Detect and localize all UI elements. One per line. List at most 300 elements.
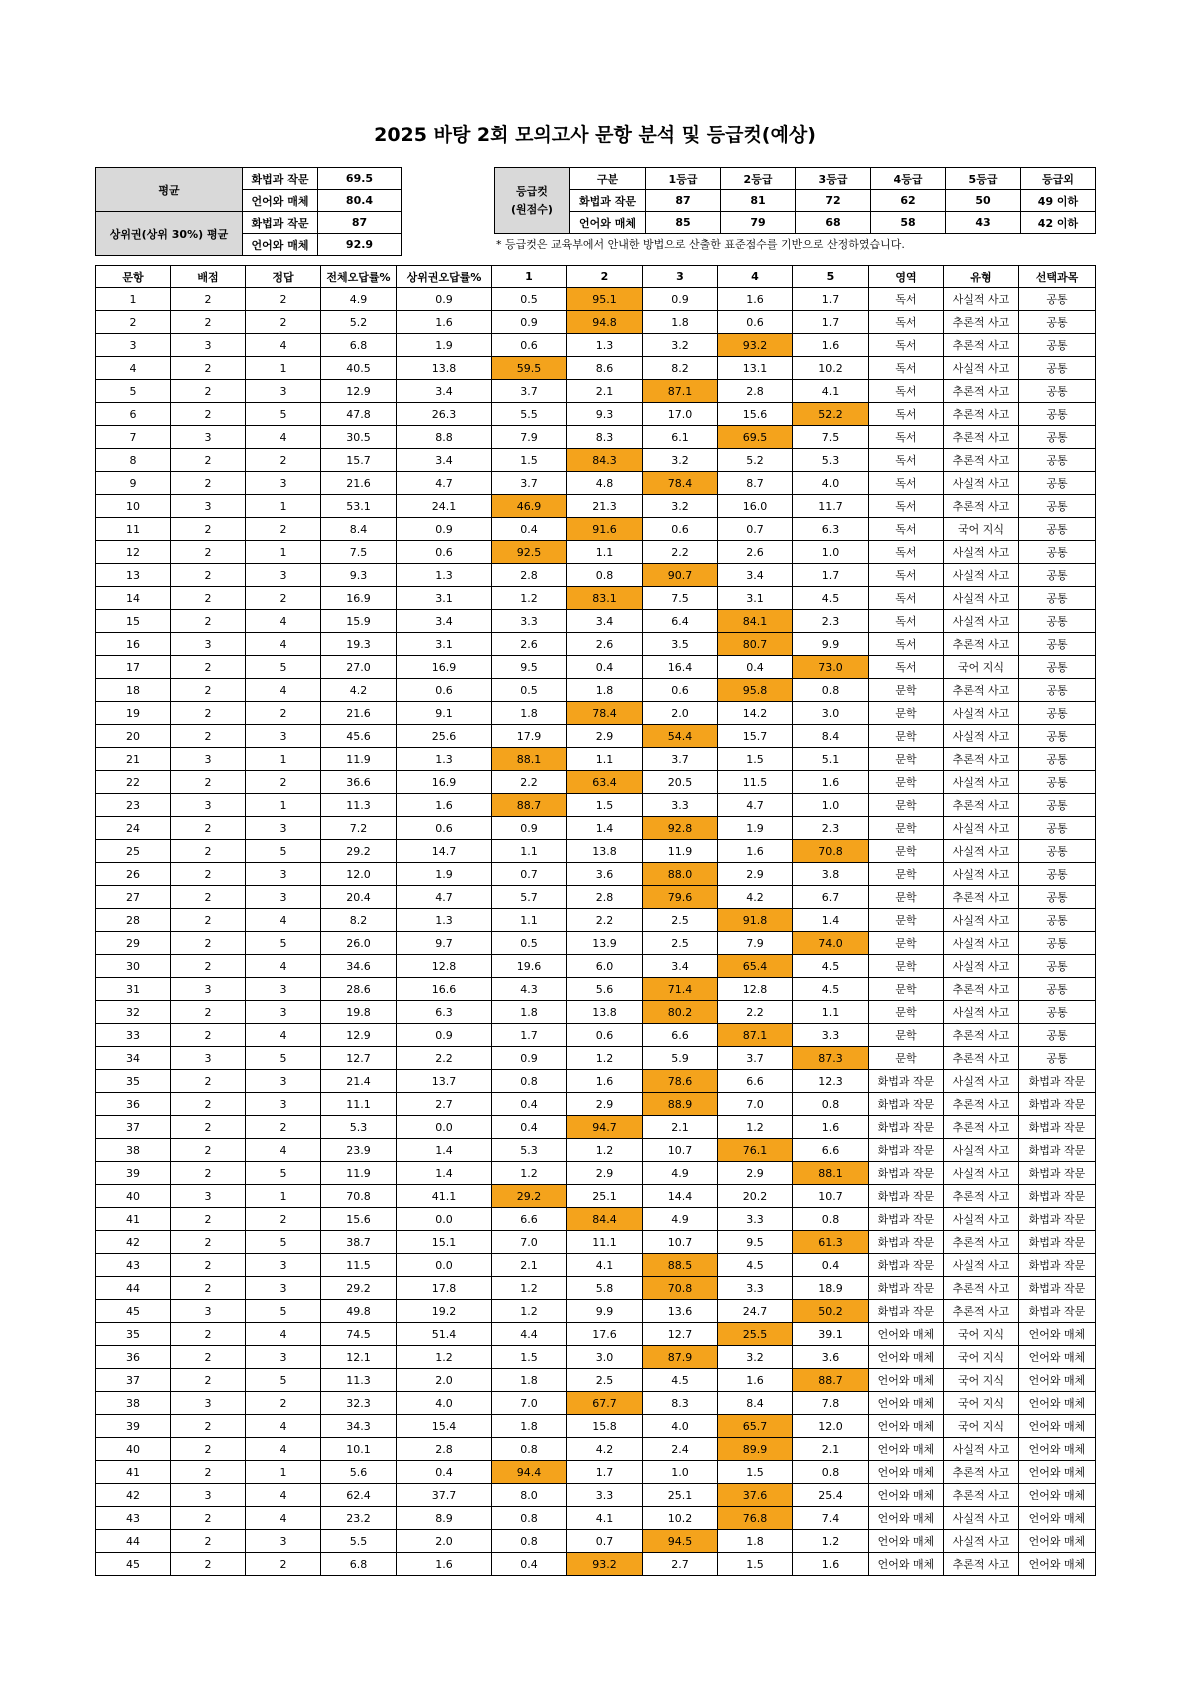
choice-5-rate-cell: 18.9 xyxy=(793,1277,869,1300)
choice-3-rate-cell: 17.0 xyxy=(643,403,718,426)
area-cell: 화법과 작문 xyxy=(869,1116,944,1139)
choice-5-rate-cell: 1.6 xyxy=(793,771,869,794)
area-cell: 언어와 매체 xyxy=(869,1392,944,1415)
top-error-rate-cell: 0.9 xyxy=(397,1024,492,1047)
points-cell: 2 xyxy=(171,909,246,932)
choice-5-rate-cell: 6.6 xyxy=(793,1139,869,1162)
top-error-rate-cell: 16.9 xyxy=(397,771,492,794)
choice-4-rate-cell: 1.9 xyxy=(718,817,793,840)
choice-5-rate-cell: 1.0 xyxy=(793,794,869,817)
top-error-rate-cell: 24.1 xyxy=(397,495,492,518)
choice-3-rate-cell: 5.9 xyxy=(643,1047,718,1070)
choice-1-rate-cell: 19.6 xyxy=(492,955,567,978)
choice-4-rate-cell: 5.2 xyxy=(718,449,793,472)
table-body xyxy=(96,288,1096,1576)
choice-4-rate-cell: 2.9 xyxy=(718,1162,793,1185)
choice-2-rate-cell: 4.2 xyxy=(567,1438,643,1461)
grade-cut-label: 등급컷 (원점수) xyxy=(495,168,570,234)
question-number-cell: 45 xyxy=(96,1553,171,1576)
overall-error-rate-cell: 36.6 xyxy=(321,771,397,794)
choice-3-rate-cell: 14.4 xyxy=(643,1185,718,1208)
top-error-rate-cell: 1.3 xyxy=(397,748,492,771)
overall-error-rate-cell: 11.5 xyxy=(321,1254,397,1277)
area-cell: 독서 xyxy=(869,633,944,656)
choice-5-rate-cell: 4.5 xyxy=(793,587,869,610)
overall-error-rate-cell: 21.6 xyxy=(321,472,397,495)
grade-cut-cell: 42 이하 xyxy=(1021,212,1096,234)
elective-cell: 공통 xyxy=(1019,748,1096,771)
question-number-cell: 37 xyxy=(96,1369,171,1392)
column-header: 선택과목 xyxy=(1019,266,1096,288)
type-cell: 사실적 사고 xyxy=(944,587,1019,610)
elective-cell: 공통 xyxy=(1019,587,1096,610)
top-error-rate-cell: 0.4 xyxy=(397,1461,492,1484)
points-cell: 3 xyxy=(171,334,246,357)
choice-4-rate-cell: 0.4 xyxy=(718,656,793,679)
answer-cell: 3 xyxy=(246,380,321,403)
question-number-cell: 22 xyxy=(96,771,171,794)
overall-error-rate-cell: 32.3 xyxy=(321,1392,397,1415)
question-number-cell: 38 xyxy=(96,1392,171,1415)
choice-1-rate-cell: 3.3 xyxy=(492,610,567,633)
overall-error-rate-cell: 19.3 xyxy=(321,633,397,656)
question-number-cell: 29 xyxy=(96,932,171,955)
question-number-cell: 10 xyxy=(96,495,171,518)
top-error-rate-cell: 51.4 xyxy=(397,1323,492,1346)
elective-cell: 언어와 매체 xyxy=(1019,1369,1096,1392)
top-error-rate-cell: 3.4 xyxy=(397,610,492,633)
table-row xyxy=(96,610,1096,633)
overall-error-rate-cell: 74.5 xyxy=(321,1323,397,1346)
question-number-cell: 44 xyxy=(96,1530,171,1553)
choice-3-rate-cell: 16.4 xyxy=(643,656,718,679)
choice-5-rate-cell: 1.7 xyxy=(793,311,869,334)
answer-cell: 2 xyxy=(246,1208,321,1231)
points-cell: 2 xyxy=(171,1024,246,1047)
type-cell: 사실적 사고 xyxy=(944,863,1019,886)
choice-5-rate-cell: 88.1 xyxy=(793,1162,869,1185)
question-number-cell: 25 xyxy=(96,840,171,863)
choice-4-rate-cell: 37.6 xyxy=(718,1484,793,1507)
choice-1-rate-cell: 17.9 xyxy=(492,725,567,748)
question-number-cell: 34 xyxy=(96,1047,171,1070)
choice-3-rate-cell: 1.0 xyxy=(643,1461,718,1484)
choice-3-rate-cell: 90.7 xyxy=(643,564,718,587)
choice-3-rate-cell: 10.2 xyxy=(643,1507,718,1530)
elective-cell: 공통 xyxy=(1019,403,1096,426)
question-number-cell: 16 xyxy=(96,633,171,656)
table-row xyxy=(96,1461,1096,1484)
type-cell: 국어 지식 xyxy=(944,1369,1019,1392)
area-cell: 문학 xyxy=(869,748,944,771)
elective-cell: 공통 xyxy=(1019,978,1096,1001)
points-cell: 2 xyxy=(171,1461,246,1484)
answer-cell: 3 xyxy=(246,863,321,886)
table-row xyxy=(96,1208,1096,1231)
type-cell: 사실적 사고 xyxy=(944,1507,1019,1530)
choice-4-rate-cell: 3.1 xyxy=(718,587,793,610)
choice-5-rate-cell: 12.0 xyxy=(793,1415,869,1438)
choice-3-rate-cell: 10.7 xyxy=(643,1139,718,1162)
column-header: 5 xyxy=(793,266,869,288)
choice-5-rate-cell: 6.7 xyxy=(793,886,869,909)
choice-2-rate-cell: 1.6 xyxy=(567,1070,643,1093)
choice-5-rate-cell: 4.1 xyxy=(793,380,869,403)
elective-cell: 언어와 매체 xyxy=(1019,1392,1096,1415)
table-row xyxy=(96,1070,1096,1093)
choice-4-rate-cell: 91.8 xyxy=(718,909,793,932)
answer-cell: 1 xyxy=(246,1185,321,1208)
points-cell: 3 xyxy=(171,1484,246,1507)
choice-2-rate-cell: 3.0 xyxy=(567,1346,643,1369)
grade-cut-note: * 등급컷은 교육부에서 안내한 방법으로 산출한 표준점수를 기반으로 산정하였습니다. xyxy=(496,238,905,251)
table-row xyxy=(96,794,1096,817)
elective-cell: 공통 xyxy=(1019,610,1096,633)
table-row xyxy=(96,1323,1096,1346)
type-cell: 추론적 사고 xyxy=(944,748,1019,771)
choice-2-rate-cell: 4.1 xyxy=(567,1254,643,1277)
type-cell: 국어 지식 xyxy=(944,656,1019,679)
overall-error-rate-cell: 12.0 xyxy=(321,863,397,886)
question-number-cell: 38 xyxy=(96,1139,171,1162)
choice-2-rate-cell: 2.2 xyxy=(567,909,643,932)
question-number-cell: 39 xyxy=(96,1415,171,1438)
question-number-cell: 42 xyxy=(96,1484,171,1507)
type-cell: 사실적 사고 xyxy=(944,288,1019,311)
choice-1-rate-cell: 0.5 xyxy=(492,679,567,702)
grade-cut-cell: 언어와 매체 xyxy=(570,212,646,234)
choice-4-rate-cell: 2.2 xyxy=(718,1001,793,1024)
elective-cell: 화법과 작문 xyxy=(1019,1116,1096,1139)
top-error-rate-cell: 4.7 xyxy=(397,886,492,909)
choice-2-rate-cell: 1.7 xyxy=(567,1461,643,1484)
answer-cell: 4 xyxy=(246,909,321,932)
question-number-cell: 4 xyxy=(96,357,171,380)
choice-4-rate-cell: 4.7 xyxy=(718,794,793,817)
choice-5-rate-cell: 1.6 xyxy=(793,334,869,357)
answer-cell: 3 xyxy=(246,1254,321,1277)
area-cell: 독서 xyxy=(869,472,944,495)
choice-3-rate-cell: 80.2 xyxy=(643,1001,718,1024)
choice-1-rate-cell: 0.8 xyxy=(492,1507,567,1530)
type-cell: 사실적 사고 xyxy=(944,840,1019,863)
grade-cut-cell: 68 xyxy=(796,212,871,234)
choice-3-rate-cell: 78.6 xyxy=(643,1070,718,1093)
area-cell: 문학 xyxy=(869,863,944,886)
elective-cell: 공통 xyxy=(1019,725,1096,748)
table-row xyxy=(96,288,1096,311)
points-cell: 3 xyxy=(171,1047,246,1070)
question-number-cell: 14 xyxy=(96,587,171,610)
points-cell: 3 xyxy=(171,495,246,518)
area-cell: 언어와 매체 xyxy=(869,1461,944,1484)
choice-4-rate-cell: 7.0 xyxy=(718,1093,793,1116)
top-error-rate-cell: 37.7 xyxy=(397,1484,492,1507)
answer-cell: 2 xyxy=(246,449,321,472)
table-row xyxy=(96,1093,1096,1116)
points-cell: 2 xyxy=(171,403,246,426)
elective-cell: 공통 xyxy=(1019,334,1096,357)
points-cell: 3 xyxy=(171,1185,246,1208)
points-cell: 2 xyxy=(171,518,246,541)
points-cell: 3 xyxy=(171,633,246,656)
answer-cell: 3 xyxy=(246,1001,321,1024)
answer-cell: 5 xyxy=(246,656,321,679)
choice-3-rate-cell: 87.1 xyxy=(643,380,718,403)
choice-5-rate-cell: 3.3 xyxy=(793,1024,869,1047)
top-error-rate-cell: 1.2 xyxy=(397,1346,492,1369)
table-row xyxy=(96,1346,1096,1369)
points-cell: 3 xyxy=(171,426,246,449)
points-cell: 2 xyxy=(171,725,246,748)
top-error-rate-cell: 3.1 xyxy=(397,633,492,656)
answer-cell: 4 xyxy=(246,1438,321,1461)
area-cell: 문학 xyxy=(869,1024,944,1047)
grade-cut-header: 등급외 xyxy=(1021,168,1096,190)
answer-cell: 4 xyxy=(246,679,321,702)
type-cell: 사실적 사고 xyxy=(944,472,1019,495)
question-number-cell: 41 xyxy=(96,1208,171,1231)
choice-2-rate-cell: 0.7 xyxy=(567,1530,643,1553)
table-row xyxy=(96,633,1096,656)
choice-2-rate-cell: 2.9 xyxy=(567,725,643,748)
overall-error-rate-cell: 26.0 xyxy=(321,932,397,955)
top-error-rate-cell: 2.7 xyxy=(397,1093,492,1116)
choice-4-rate-cell: 65.4 xyxy=(718,955,793,978)
average-value: 69.5 xyxy=(318,168,402,190)
choice-2-rate-cell: 2.1 xyxy=(567,380,643,403)
answer-cell: 4 xyxy=(246,1484,321,1507)
choice-2-rate-cell: 6.0 xyxy=(567,955,643,978)
choice-5-rate-cell: 1.4 xyxy=(793,909,869,932)
choice-5-rate-cell: 12.3 xyxy=(793,1070,869,1093)
choice-5-rate-cell: 1.2 xyxy=(793,1530,869,1553)
question-number-cell: 24 xyxy=(96,817,171,840)
grade-cut-cell: 72 xyxy=(796,190,871,212)
grade-cut-table xyxy=(494,167,1096,234)
type-cell: 사실적 사고 xyxy=(944,817,1019,840)
choice-1-rate-cell: 4.3 xyxy=(492,978,567,1001)
type-cell: 사실적 사고 xyxy=(944,725,1019,748)
area-cell: 독서 xyxy=(869,656,944,679)
elective-cell: 화법과 작문 xyxy=(1019,1277,1096,1300)
points-cell: 2 xyxy=(171,1093,246,1116)
answer-cell: 3 xyxy=(246,886,321,909)
table-row xyxy=(96,449,1096,472)
choice-2-rate-cell: 2.8 xyxy=(567,886,643,909)
choice-4-rate-cell: 16.0 xyxy=(718,495,793,518)
points-cell: 2 xyxy=(171,1001,246,1024)
choice-4-rate-cell: 1.6 xyxy=(718,1369,793,1392)
type-cell: 추론적 사고 xyxy=(944,1116,1019,1139)
choice-2-rate-cell: 2.6 xyxy=(567,633,643,656)
type-cell: 추론적 사고 xyxy=(944,1047,1019,1070)
elective-cell: 공통 xyxy=(1019,656,1096,679)
elective-cell: 공통 xyxy=(1019,426,1096,449)
choice-1-rate-cell: 0.4 xyxy=(492,1553,567,1576)
choice-1-rate-cell: 29.2 xyxy=(492,1185,567,1208)
choice-5-rate-cell: 0.8 xyxy=(793,1208,869,1231)
choice-3-rate-cell: 2.4 xyxy=(643,1438,718,1461)
type-cell: 사실적 사고 xyxy=(944,932,1019,955)
choice-4-rate-cell: 95.8 xyxy=(718,679,793,702)
column-header: 1 xyxy=(492,266,567,288)
choice-5-rate-cell: 10.7 xyxy=(793,1185,869,1208)
choice-1-rate-cell: 2.6 xyxy=(492,633,567,656)
choice-1-rate-cell: 0.7 xyxy=(492,863,567,886)
choice-5-rate-cell: 3.8 xyxy=(793,863,869,886)
elective-cell: 공통 xyxy=(1019,518,1096,541)
top-error-rate-cell: 17.8 xyxy=(397,1277,492,1300)
overall-error-rate-cell: 8.2 xyxy=(321,909,397,932)
top-average-subject: 화법과 작문 xyxy=(243,212,318,234)
choice-5-rate-cell: 10.2 xyxy=(793,357,869,380)
column-header: 배점 xyxy=(171,266,246,288)
choice-4-rate-cell: 1.5 xyxy=(718,1553,793,1576)
area-cell: 언어와 매체 xyxy=(869,1346,944,1369)
choice-3-rate-cell: 6.6 xyxy=(643,1024,718,1047)
table-row xyxy=(96,1369,1096,1392)
points-cell: 2 xyxy=(171,1346,246,1369)
top-error-rate-cell: 1.6 xyxy=(397,794,492,817)
table-row xyxy=(96,311,1096,334)
elective-cell: 언어와 매체 xyxy=(1019,1484,1096,1507)
top-error-rate-cell: 12.8 xyxy=(397,955,492,978)
choice-3-rate-cell: 2.5 xyxy=(643,932,718,955)
question-number-cell: 35 xyxy=(96,1070,171,1093)
choice-4-rate-cell: 0.6 xyxy=(718,311,793,334)
choice-4-rate-cell: 12.8 xyxy=(718,978,793,1001)
type-cell: 추론적 사고 xyxy=(944,1553,1019,1576)
answer-cell: 5 xyxy=(246,1231,321,1254)
choice-3-rate-cell: 3.2 xyxy=(643,495,718,518)
choice-4-rate-cell: 69.5 xyxy=(718,426,793,449)
table-row xyxy=(96,840,1096,863)
table-row xyxy=(96,1139,1096,1162)
choice-4-rate-cell: 20.2 xyxy=(718,1185,793,1208)
area-cell: 언어와 매체 xyxy=(869,1484,944,1507)
elective-cell: 언어와 매체 xyxy=(1019,1346,1096,1369)
choice-3-rate-cell: 88.0 xyxy=(643,863,718,886)
overall-error-rate-cell: 4.2 xyxy=(321,679,397,702)
area-cell: 화법과 작문 xyxy=(869,1185,944,1208)
choice-1-rate-cell: 1.5 xyxy=(492,449,567,472)
area-cell: 문학 xyxy=(869,771,944,794)
choice-1-rate-cell: 92.5 xyxy=(492,541,567,564)
elective-cell: 화법과 작문 xyxy=(1019,1093,1096,1116)
choice-4-rate-cell: 13.1 xyxy=(718,357,793,380)
points-cell: 2 xyxy=(171,380,246,403)
top-error-rate-cell: 19.2 xyxy=(397,1300,492,1323)
choice-2-rate-cell: 95.1 xyxy=(567,288,643,311)
answer-cell: 5 xyxy=(246,1162,321,1185)
choice-3-rate-cell: 6.4 xyxy=(643,610,718,633)
choice-4-rate-cell: 1.6 xyxy=(718,840,793,863)
choice-5-rate-cell: 5.3 xyxy=(793,449,869,472)
points-cell: 2 xyxy=(171,863,246,886)
answer-cell: 3 xyxy=(246,1093,321,1116)
choice-1-rate-cell: 0.4 xyxy=(492,518,567,541)
choice-5-rate-cell: 39.1 xyxy=(793,1323,869,1346)
elective-cell: 화법과 작문 xyxy=(1019,1231,1096,1254)
type-cell: 국어 지식 xyxy=(944,1323,1019,1346)
choice-3-rate-cell: 88.9 xyxy=(643,1093,718,1116)
choice-2-rate-cell: 1.8 xyxy=(567,679,643,702)
type-cell: 사실적 사고 xyxy=(944,357,1019,380)
question-number-cell: 45 xyxy=(96,1300,171,1323)
choice-3-rate-cell: 0.6 xyxy=(643,518,718,541)
area-cell: 언어와 매체 xyxy=(869,1530,944,1553)
top-error-rate-cell: 3.4 xyxy=(397,380,492,403)
area-cell: 화법과 작문 xyxy=(869,1231,944,1254)
overall-error-rate-cell: 5.2 xyxy=(321,311,397,334)
choice-1-rate-cell: 59.5 xyxy=(492,357,567,380)
answer-cell: 4 xyxy=(246,955,321,978)
column-header: 정답 xyxy=(246,266,321,288)
table-row xyxy=(96,679,1096,702)
type-cell: 사실적 사고 xyxy=(944,1208,1019,1231)
overall-error-rate-cell: 11.9 xyxy=(321,748,397,771)
choice-5-rate-cell: 3.6 xyxy=(793,1346,869,1369)
choice-4-rate-cell: 14.2 xyxy=(718,702,793,725)
choice-2-rate-cell: 1.2 xyxy=(567,1047,643,1070)
choice-3-rate-cell: 94.5 xyxy=(643,1530,718,1553)
choice-1-rate-cell: 0.9 xyxy=(492,1047,567,1070)
choice-4-rate-cell: 76.8 xyxy=(718,1507,793,1530)
type-cell: 추론적 사고 xyxy=(944,1231,1019,1254)
elective-cell: 공통 xyxy=(1019,633,1096,656)
grade-cut-header: 4등급 xyxy=(871,168,946,190)
choice-4-rate-cell: 76.1 xyxy=(718,1139,793,1162)
table-row xyxy=(96,1185,1096,1208)
points-cell: 2 xyxy=(171,610,246,633)
grade-cut-cell: 62 xyxy=(871,190,946,212)
choice-4-rate-cell: 65.7 xyxy=(718,1415,793,1438)
area-cell: 문학 xyxy=(869,1001,944,1024)
table-header-row xyxy=(96,266,1096,288)
area-cell: 독서 xyxy=(869,334,944,357)
choice-4-rate-cell: 93.2 xyxy=(718,334,793,357)
answer-cell: 2 xyxy=(246,771,321,794)
question-number-cell: 17 xyxy=(96,656,171,679)
top-error-rate-cell: 13.8 xyxy=(397,357,492,380)
type-cell: 추론적 사고 xyxy=(944,633,1019,656)
grade-cut-cell: 화법과 작문 xyxy=(570,190,646,212)
choice-4-rate-cell: 3.7 xyxy=(718,1047,793,1070)
table-row xyxy=(96,334,1096,357)
type-cell: 추론적 사고 xyxy=(944,334,1019,357)
points-cell: 2 xyxy=(171,311,246,334)
table-row xyxy=(96,1047,1096,1070)
overall-error-rate-cell: 6.8 xyxy=(321,334,397,357)
table-row xyxy=(96,1300,1096,1323)
choice-4-rate-cell: 2.6 xyxy=(718,541,793,564)
average-score-table xyxy=(95,167,402,256)
overall-error-rate-cell: 40.5 xyxy=(321,357,397,380)
area-cell: 화법과 작문 xyxy=(869,1139,944,1162)
choice-1-rate-cell: 5.3 xyxy=(492,1139,567,1162)
area-cell: 언어와 매체 xyxy=(869,1415,944,1438)
choice-5-rate-cell: 3.0 xyxy=(793,702,869,725)
points-cell: 2 xyxy=(171,357,246,380)
top-average-value: 92.9 xyxy=(318,234,402,256)
choice-3-rate-cell: 70.8 xyxy=(643,1277,718,1300)
choice-2-rate-cell: 93.2 xyxy=(567,1553,643,1576)
answer-cell: 1 xyxy=(246,495,321,518)
choice-4-rate-cell: 2.8 xyxy=(718,380,793,403)
top-error-rate-cell: 1.6 xyxy=(397,1553,492,1576)
points-cell: 3 xyxy=(171,794,246,817)
